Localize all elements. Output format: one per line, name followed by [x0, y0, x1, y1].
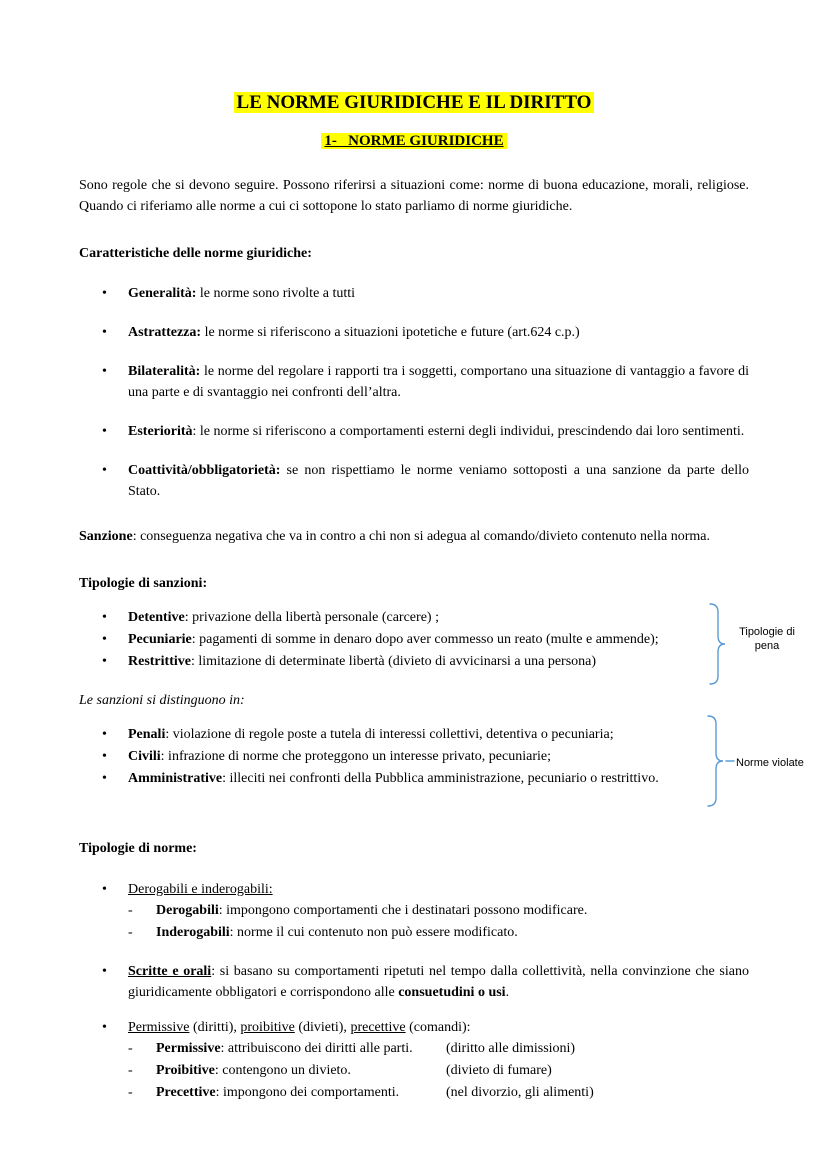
term-definition: : si basano su comportamenti ripetuti nel tempo dalla collettività, nella convinzione che siano giuridicamente obbligatori e corrispondono alle	[128, 964, 749, 1000]
term-definition: : impongono comportamenti che i destinatari possono modificare.	[218, 903, 588, 918]
term-label: Derogabili	[156, 903, 219, 918]
derogabili-sublist	[128, 900, 749, 944]
term-definition: : attribuiscono dei diritti alle parti.	[220, 1041, 413, 1056]
example-note: (diritto alle dimissioni)	[446, 1041, 576, 1056]
permissive-sublist	[128, 1038, 749, 1104]
list-item	[79, 460, 749, 502]
distinctions-group	[79, 724, 804, 790]
list-item	[79, 283, 749, 304]
list-item	[79, 651, 749, 673]
term-label: Pecuniarie	[128, 632, 192, 647]
curly-brace-icon	[705, 713, 737, 809]
list-item	[79, 879, 749, 944]
list-item	[79, 361, 749, 403]
example-note: (divieto di fumare)	[446, 1063, 552, 1078]
term-definition: le norme si riferiscono a situazioni ipotetiche e future (art.624 c.p.)	[201, 325, 580, 340]
penalty-types-label: Tipologie di pena	[739, 626, 795, 652]
document-title	[79, 90, 749, 115]
term-definition: le norme sono rivolte a tutti	[196, 286, 356, 301]
example-note: (nel divorzio, gli alimenti)	[446, 1085, 594, 1100]
intro-paragraph: Sono regole che si devono seguire. Possono riferirsi a situazioni come: norme di buona educazione, morali, religiose. Quando ci riferiamo alle norme a cui ci sottopone lo stato parliamo di norme giuridiche.	[79, 178, 749, 214]
distinctions-heading: Le sanzioni si distinguono in:	[79, 693, 245, 708]
term-definition: : impongono dei comportamenti.	[215, 1085, 400, 1100]
term-definition: : pagamenti di somme in denaro dopo aver commesso un reato (multe e ammende);	[191, 632, 659, 647]
subcategory-label: Derogabili e inderogabili:	[128, 882, 273, 897]
curly-brace-icon	[707, 601, 729, 687]
list-item	[79, 322, 749, 343]
term-definition: le norme del regolare i rapporti tra i soggetti, comportano una situazione di vantaggio a favore di una parte e di svantaggio nei confronti dell’altra.	[128, 364, 749, 400]
subcategory-label: Permissive	[128, 1020, 190, 1035]
term-definition: se non rispettiamo le norme veniamo sottoposti a una sanzione da parte dello Stato.	[128, 463, 749, 499]
term-label: Generalità:	[128, 286, 197, 301]
term-definition: : violazione di regole poste a tutela di interessi collettivi, detentiva o pecuniaria;	[165, 727, 614, 742]
term-definition: : le norme si riferiscono a comportamenti esterni degli individui, prescindendo dai loro sentimenti.	[192, 424, 745, 439]
characteristics-heading: Caratteristiche delle norme giuridiche:	[79, 246, 312, 261]
subcategory-label: proibitive	[240, 1020, 295, 1035]
term-label: Precettive	[156, 1085, 216, 1100]
sanctions-list	[79, 607, 749, 673]
term-label: Bilateralità:	[128, 364, 201, 379]
list-item	[128, 1082, 749, 1104]
list-item	[128, 922, 749, 944]
sanzione-paragraph	[79, 526, 749, 547]
list-item	[128, 1060, 749, 1082]
subcategory-label: precettive	[350, 1020, 406, 1035]
plain-text: (diritti),	[189, 1020, 241, 1035]
term-definition: : illeciti nei confronti della Pubblica amministrazione, pecuniario o restrittivo.	[222, 771, 659, 786]
term-label: Penali	[128, 727, 166, 742]
term-label: Civili	[128, 749, 161, 764]
term-label: Scritte e orali	[128, 964, 212, 979]
characteristics-list	[79, 283, 749, 502]
list-item	[79, 768, 749, 790]
term-label: Restrittive	[128, 654, 191, 669]
list-item	[79, 1017, 749, 1104]
term-definition: : infrazione di norme che proteggono un interesse privato, pecuniarie;	[160, 749, 551, 764]
term-label: Astrattezza:	[128, 325, 202, 340]
emphasized-text: consuetudini o usi	[398, 985, 506, 1000]
term-label: Coattività/obbligatorietà:	[128, 463, 281, 478]
sanctions-heading: Tipologie di sanzioni:	[79, 576, 208, 591]
list-item	[128, 900, 749, 922]
norm-types-heading: Tipologie di norme:	[79, 841, 197, 856]
list-item	[79, 961, 749, 1003]
title-highlight: LE NORME GIURIDICHE E IL DIRITTO	[234, 92, 595, 113]
term-definition: : conseguenza negativa che va in contro a chi non si adegua al comando/divieto contenuto nella norma.	[132, 529, 710, 544]
list-item	[79, 629, 749, 651]
violated-norms-label: Norme violate	[736, 757, 804, 769]
list-item	[79, 746, 749, 768]
term-label: Sanzione	[79, 529, 133, 544]
norm-types-list	[79, 879, 749, 1104]
term-definition: : norme il cui contenuto non può essere modificato.	[229, 925, 518, 940]
term-label: Proibitive	[156, 1063, 215, 1078]
period: .	[505, 985, 510, 1000]
term-label: Amministrative	[128, 771, 223, 786]
distinctions-list	[79, 724, 749, 790]
section-heading-highlight: 1- NORME GIURIDICHE	[321, 133, 506, 149]
list-item	[79, 607, 749, 629]
list-item	[128, 1038, 749, 1060]
term-definition: : privazione della libertà personale (carcere) ;	[184, 610, 439, 625]
section-heading	[79, 131, 749, 151]
term-label: Permissive	[156, 1041, 221, 1056]
sanctions-group	[79, 607, 795, 673]
list-item	[79, 421, 749, 442]
term-definition: : contengono un divieto.	[214, 1063, 351, 1078]
term-definition: : limitazione di determinate libertà (divieto di avvicinarsi a una persona)	[190, 654, 597, 669]
list-item	[79, 724, 749, 746]
plain-text: (divieti),	[294, 1020, 351, 1035]
term-label: Esteriorità	[128, 424, 193, 439]
term-label: Inderogabili	[156, 925, 230, 940]
plain-text: (comandi):	[405, 1020, 471, 1035]
term-label: Detentive	[128, 610, 185, 625]
